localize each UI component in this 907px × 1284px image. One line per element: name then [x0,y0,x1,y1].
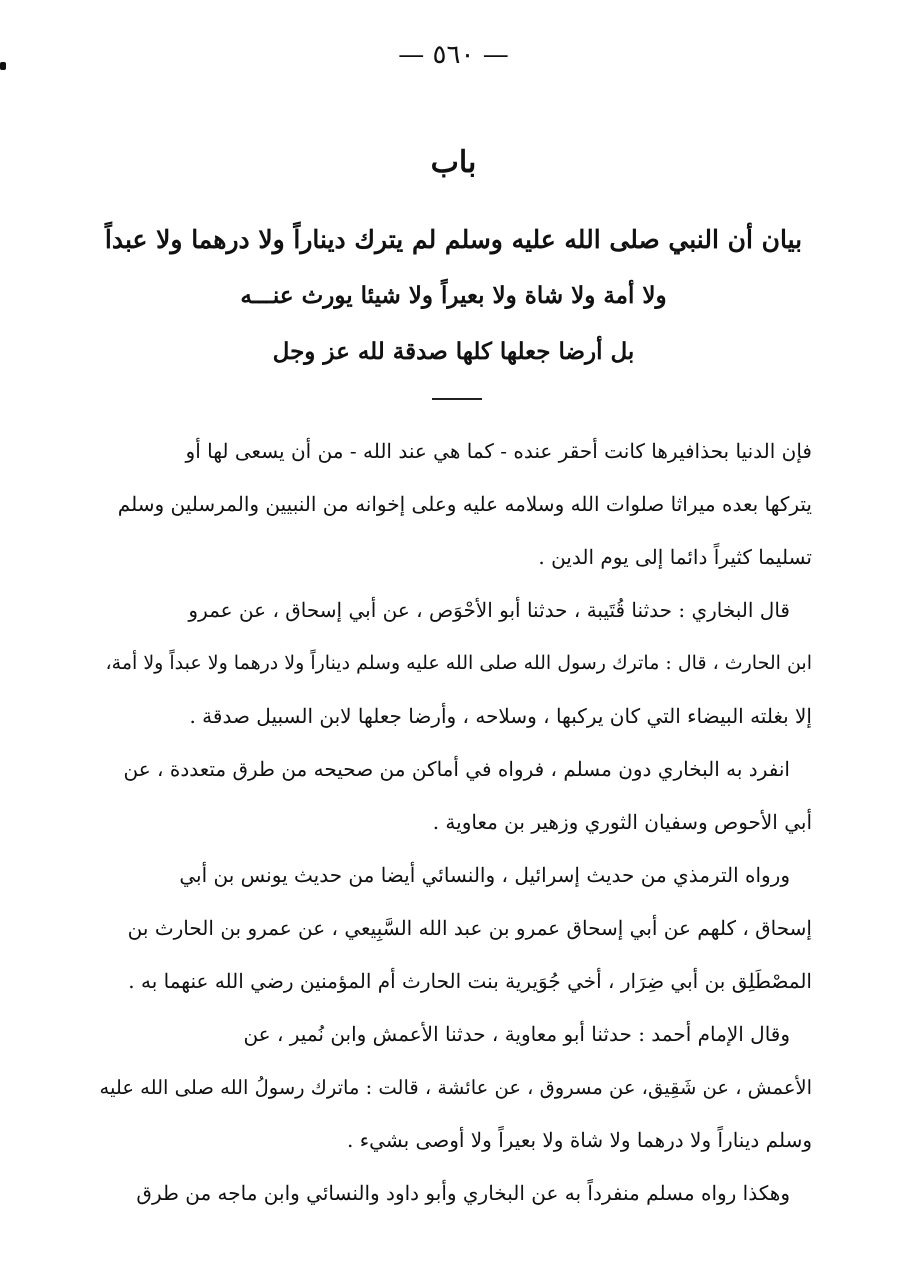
title-line-3: بل أرضا جعلها كلها صدقة لله عز وجل [272,338,635,365]
title-line-1: بيان أن النبي صلى الله عليه وسلم لم يترك ديناراً ولا درهما ولا عبداً [104,225,803,254]
chapter-title [100,212,807,380]
body-line: قال البخاري : حدثنا قُتَيبة ، حدثنا أبو الأحْوَص ، عن أبي إسحاق ، عن عمرو [188,598,790,622]
body-line: وهكذا رواه مسلم منفرداً به عن البخاري وأبو داود والنسائي وابن ماجه من طرق [136,1181,790,1205]
body-text [95,425,812,1220]
body-line: يتركها بعده ميراثا صلوات الله وسلامه عليه وعلى إخوانه من النبيين والمرسلين وسلم [117,492,812,516]
body-line: أبي الأحوص وسفيان الثوري وزهير بن معاوية . [432,810,812,834]
body-line: الأعمش ، عن شَقِيق، عن مسروق ، عن عائشة ، قالت : ماترك رسولُ الله صلى الله عليه [99,1076,812,1099]
body-line: وقال الإمام أحمد : حدثنا أبو معاوية ، حدثنا الأعمش وابن نُمير ، عن [243,1022,790,1046]
body-line: ورواه الترمذي من حديث إسرائيل ، والنسائي أيضا من حديث يونس بن أبي [179,863,790,887]
page-number: — ٥٦٠ — [398,40,509,70]
body-line: فإن الدنيا بحذافيرها كانت أحقر عنده - كما هي عند الله - من أن يسعى لها أو [185,439,812,463]
body-line: تسليما كثيراً دائما إلى يوم الدين . [538,545,812,569]
body-line: إلا بغلته البيضاء التي كان يركبها ، وسلاحه ، وأرضا جعلها لابن السبيل صدقة . [189,704,812,728]
body-line: انفرد به البخاري دون مسلم ، فرواه في أماكن من صحيحه من طرق متعددة ، عن [123,757,790,781]
body-line: ابن الحارث ، قال : ماترك رسول الله صلى الله عليه وسلم ديناراً ولا درهما ولا عبداً ولا أمة، [105,652,812,674]
body-line: وسلم ديناراً ولا درهما ولا شاة ولا بعيراً ولا أوصى بشيء . [347,1128,812,1152]
chapter-heading: باب [430,145,477,180]
body-line: المصْطَلِق بن أبي ضِرَار ، أخي جُوَيرية بنت الحارث أم المؤمنين رضي الله عنهما به . [128,969,812,993]
title-separator [432,398,482,400]
title-line-2: ولا أمة ولا شاة ولا بعيراً ولا شيئا يورث عنـــه [240,282,667,309]
body-line: إسحاق ، كلهم عن أبي إسحاق عمرو بن عبد الله السَّبِيعي ، عن عمرو بن الحارث بن [127,916,812,940]
